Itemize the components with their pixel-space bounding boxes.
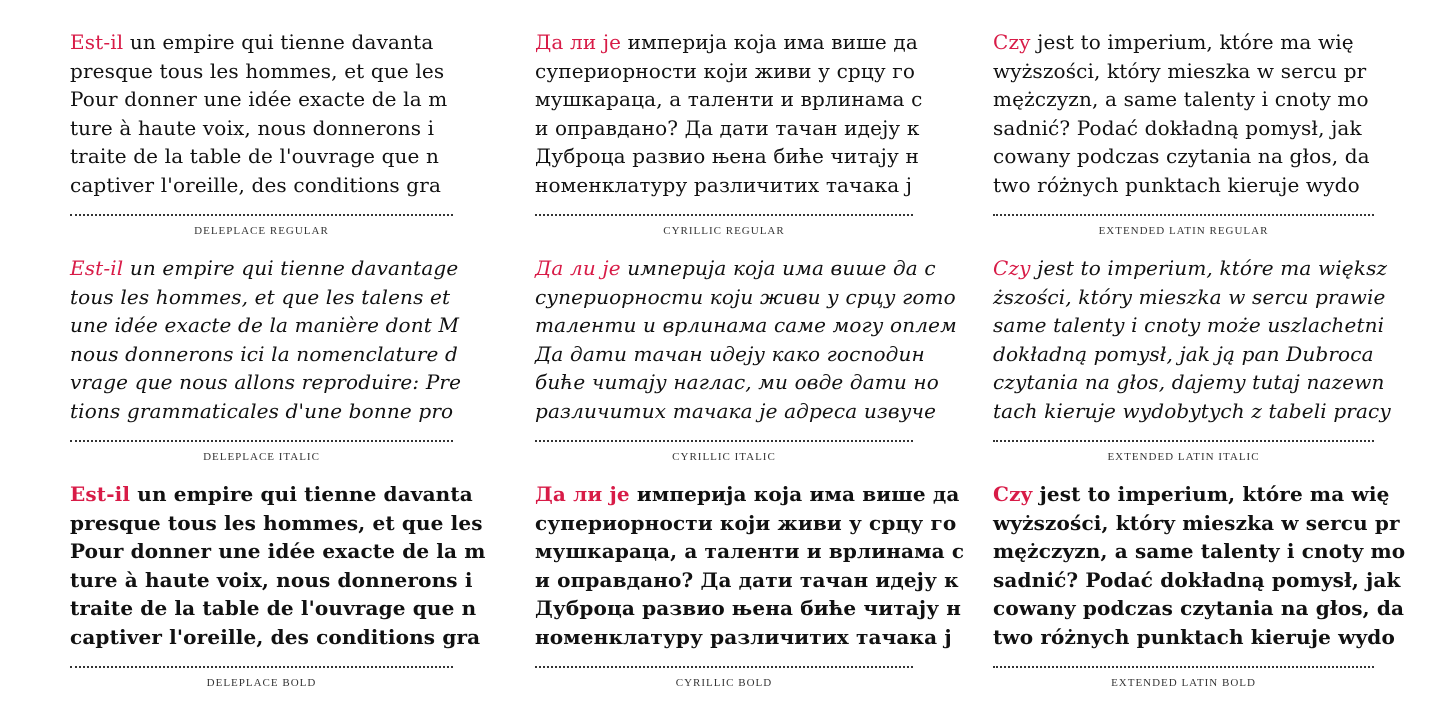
text-line	[535, 397, 937, 426]
line-text: Pour donner une idée exacte de la m	[70, 539, 486, 564]
specimen-block-regular	[535, 28, 923, 254]
specimen-column	[70, 28, 486, 706]
specimen-column	[535, 28, 965, 706]
text-line	[70, 283, 453, 312]
line-text: two różnych punktach kieruje wydo	[993, 624, 1395, 649]
line-text: ższości, który mieszka w sercu prawie	[993, 284, 1386, 309]
dotted-divider	[993, 666, 1374, 668]
text-line	[70, 368, 462, 397]
text-line	[993, 397, 1391, 426]
line-text: Дуброца развио њена биће читају н	[535, 144, 919, 169]
text-line	[993, 283, 1386, 312]
text-line	[993, 114, 1374, 143]
specimen-text	[535, 254, 957, 426]
text-line	[993, 480, 1390, 509]
line-text: супериорности који живи у срцу гото	[535, 284, 956, 309]
specimen-block-italic	[535, 254, 957, 480]
dotted-divider	[993, 440, 1374, 442]
line-text: и оправдано? Да дати тачан идеју к	[535, 567, 959, 592]
text-line	[70, 509, 483, 538]
text-line	[993, 311, 1385, 340]
style-label: DELEPLACE BOLD	[206, 677, 317, 689]
text-line	[535, 114, 920, 143]
line-text: империја која има више да с	[620, 256, 936, 280]
dotted-divider	[535, 440, 913, 442]
text-line	[535, 340, 925, 369]
text-line	[70, 311, 460, 340]
text-line	[993, 28, 1374, 57]
line-text: mężczyzn, a same talenty i cnoty mo	[993, 87, 1369, 112]
line-text: nous donnerons ici la nomenclature d	[70, 341, 458, 366]
accent-lead-text: Да ли је	[535, 256, 621, 280]
specimen-text	[70, 254, 462, 426]
line-text: супериорности који живи у срцу го	[535, 58, 916, 83]
line-text: cowany podczas czytania na głos, da	[993, 596, 1405, 621]
line-text: traite de la table de l'ouvrage que n	[70, 144, 440, 169]
style-label: CYRILLIC BOLD	[675, 677, 773, 689]
specimen-block-italic	[993, 254, 1391, 480]
line-text: two różnych punktach kieruje wydo	[993, 172, 1360, 197]
dotted-divider	[70, 666, 453, 668]
text-line	[535, 566, 959, 595]
style-label: EXTENDED LATIN ITALIC	[1107, 451, 1260, 463]
specimen-text	[535, 480, 965, 652]
style-label: DELEPLACE REGULAR	[194, 225, 329, 237]
dotted-divider	[70, 440, 453, 442]
line-text: tach kieruje wydobytych z tabeli pracy	[993, 398, 1391, 423]
line-text: империја која има више да	[621, 30, 918, 54]
line-text: un empire qui tienne davantage	[123, 256, 459, 280]
line-text: таленти и врлинама саме могу оплем	[535, 313, 957, 338]
text-line	[535, 85, 923, 114]
line-text: same talenty i cnoty może uszlachetni	[993, 313, 1385, 338]
line-text: mężczyzn, a same talenty i cnoty mo	[993, 539, 1406, 564]
specimen-text	[993, 28, 1374, 200]
dotted-divider	[993, 214, 1374, 216]
text-line	[993, 594, 1405, 623]
text-line	[535, 311, 957, 340]
accent-lead-text: Est-il	[70, 256, 124, 280]
line-text: номенклатуру различитих тачака ј	[535, 172, 913, 197]
line-text: tions grammaticales d'une bonne pro	[70, 398, 454, 423]
specimen-text	[535, 28, 923, 200]
text-line	[993, 57, 1374, 86]
text-line	[535, 509, 957, 538]
line-text: империја која има више да	[629, 482, 960, 506]
text-line	[70, 537, 486, 566]
line-text: jest to imperium, które ma wię	[1032, 482, 1390, 506]
specimen-block-italic	[70, 254, 462, 480]
text-line	[70, 594, 477, 623]
style-label: EXTENDED LATIN REGULAR	[1098, 225, 1269, 237]
specimen-block-bold	[993, 480, 1406, 706]
specimen-block-regular	[993, 28, 1374, 254]
line-text: un empire qui tienne davanta	[130, 482, 473, 506]
line-text: супериорности који живи у срцу го	[535, 510, 957, 535]
line-text: мушкараца, а таленти и врлинама с	[535, 87, 923, 112]
style-label: DELEPLACE ITALIC	[203, 451, 320, 463]
line-text: ture à haute voix, nous donnerons i	[70, 115, 435, 140]
line-text: мушкараца, а таленти и врлинама с	[535, 539, 965, 564]
specimen-block-bold	[535, 480, 965, 706]
text-line	[993, 340, 1374, 369]
dotted-divider	[535, 666, 913, 668]
line-text: czytania na głos, dajemy tutaj nazewn	[993, 370, 1385, 395]
line-text: номенклатуру различитих тачака ј	[535, 624, 952, 649]
line-text: Pour donner une idée exacte de la m	[70, 87, 448, 112]
text-line	[535, 480, 960, 509]
accent-lead-text: Да ли је	[535, 30, 622, 54]
text-line	[70, 28, 453, 57]
dotted-divider	[70, 214, 453, 216]
text-line	[535, 368, 939, 397]
style-label: EXTENDED LATIN BOLD	[1111, 677, 1256, 689]
text-line	[535, 623, 952, 652]
text-line	[993, 509, 1400, 538]
line-text: dokładną pomysł, jak ją pan Dubroca	[993, 341, 1374, 366]
text-line	[993, 171, 1374, 200]
specimen-text	[993, 480, 1406, 652]
text-line	[535, 283, 956, 312]
style-label: CYRILLIC REGULAR	[663, 225, 785, 237]
text-line	[993, 537, 1406, 566]
line-text: cowany podczas czytania na głos, da	[993, 144, 1370, 169]
specimen-block-regular	[70, 28, 453, 254]
line-text: un empire qui tienne davanta	[123, 30, 434, 54]
line-text: wyższości, który mieszka w sercu pr	[993, 58, 1367, 83]
specimen-column	[993, 28, 1406, 706]
line-text: une idée exacte de la manière dont M	[70, 313, 460, 338]
line-text: presque tous les hommes, et que les	[70, 58, 445, 83]
text-line	[535, 142, 919, 171]
accent-lead-text: Да ли је	[535, 482, 630, 506]
text-line	[70, 254, 459, 283]
specimen-text	[993, 254, 1391, 426]
text-line	[70, 480, 473, 509]
text-line	[70, 57, 453, 86]
text-line	[70, 142, 453, 171]
text-line	[993, 85, 1374, 114]
line-text: jest to imperium, które ma wię	[1030, 30, 1354, 54]
text-line	[70, 114, 453, 143]
text-line	[70, 171, 453, 200]
line-text: и оправдано? Да дати тачан идеју к	[535, 115, 920, 140]
text-line	[70, 340, 458, 369]
text-line	[535, 57, 916, 86]
accent-lead-text: Est-il	[70, 482, 131, 506]
line-text: sadnić? Podać dokładną pomysł, jak	[993, 115, 1362, 140]
text-line	[535, 28, 918, 57]
line-text: биће читају наглас, ми овде дати но	[535, 370, 939, 395]
line-text: jest to imperium, które ma większ	[1030, 256, 1388, 280]
text-line	[993, 142, 1374, 171]
line-text: presque tous les hommes, et que les	[70, 510, 483, 535]
line-text: Дуброца развио њена биће читају н	[535, 596, 962, 621]
dotted-divider	[535, 214, 913, 216]
accent-lead-text: Est-il	[70, 30, 124, 54]
line-text: traite de la table de l'ouvrage que n	[70, 596, 477, 621]
text-line	[70, 85, 453, 114]
line-text: различитих тачака је адреса извуче	[535, 398, 937, 423]
style-label: CYRILLIC ITALIC	[672, 451, 776, 463]
specimen-text	[70, 28, 453, 200]
line-text: wyższości, który mieszka w sercu pr	[993, 510, 1400, 535]
text-line	[535, 254, 936, 283]
specimen-block-bold	[70, 480, 486, 706]
line-text: ture à haute voix, nous donnerons i	[70, 567, 473, 592]
accent-lead-text: Czy	[993, 256, 1031, 280]
text-line	[993, 566, 1401, 595]
text-line	[535, 594, 962, 623]
line-text: Да дати тачан идеју како господин	[535, 341, 925, 366]
accent-lead-text: Czy	[993, 30, 1031, 54]
line-text: tous les hommes, et que les talens et	[70, 284, 451, 309]
text-line	[535, 537, 965, 566]
line-text: vrage que nous allons reproduire: Pre	[70, 370, 462, 395]
text-line	[535, 171, 913, 200]
text-line	[993, 254, 1388, 283]
text-line	[993, 368, 1385, 397]
line-text: captiver l'oreille, des conditions gra	[70, 172, 442, 197]
text-line	[70, 397, 453, 426]
line-text: captiver l'oreille, des conditions gra	[70, 624, 481, 649]
text-line	[70, 566, 473, 595]
specimen-text	[70, 480, 486, 652]
accent-lead-text: Czy	[993, 482, 1033, 506]
text-line	[70, 623, 481, 652]
line-text: sadnić? Podać dokładną pomysł, jak	[993, 567, 1401, 592]
text-line	[993, 623, 1395, 652]
